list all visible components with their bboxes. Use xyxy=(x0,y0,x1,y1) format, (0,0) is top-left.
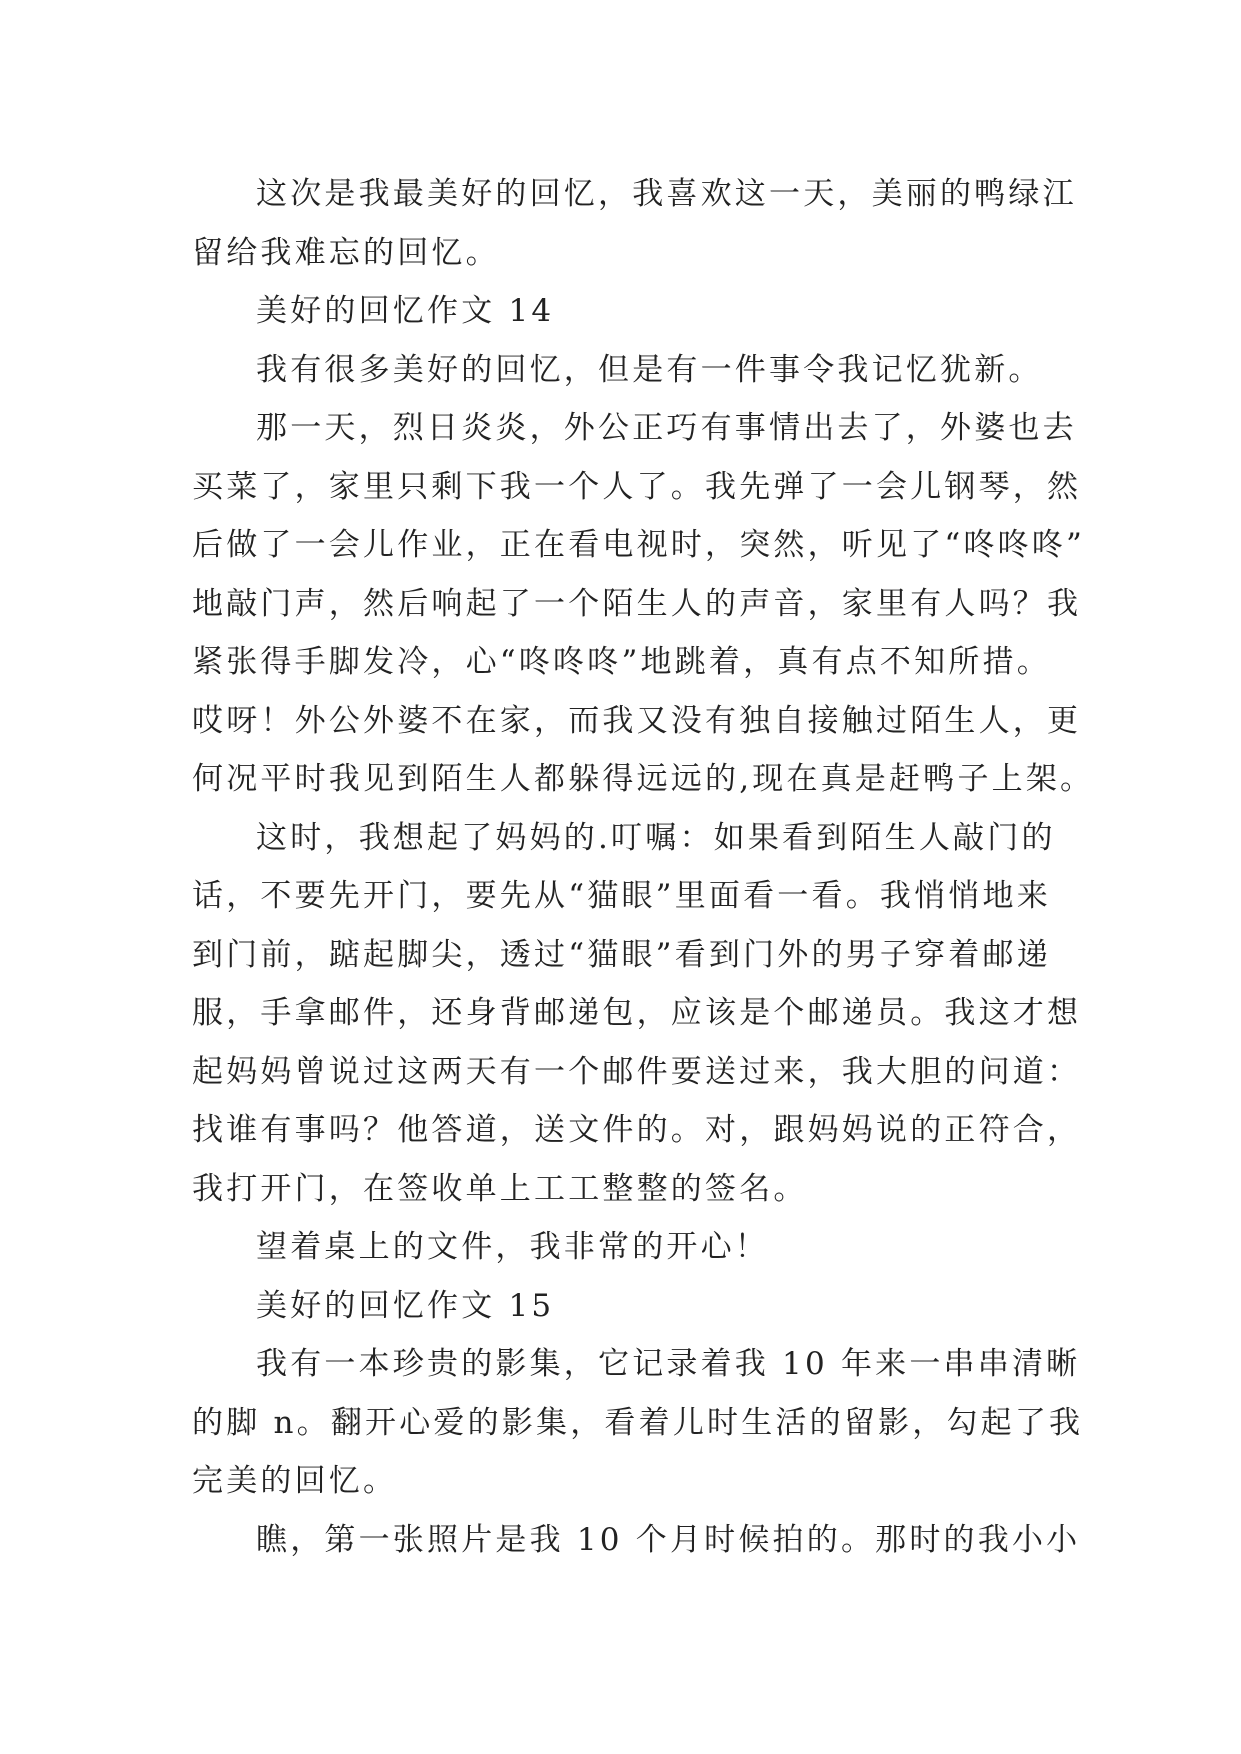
paragraph-line: 这次是我最美好的回忆，我喜欢这一天，美丽的鸭绿江 xyxy=(256,176,1077,212)
paragraph-line: 我有很多美好的回忆，但是有一件事令我记忆犹新。 xyxy=(256,351,1043,388)
paragraph-line: 完美的回忆。 xyxy=(192,1463,398,1499)
paragraph-line: 我有一本珍贵的影集，它记录着我 10 年来一串串清晰 xyxy=(256,1346,1081,1382)
paragraph-line: 到门前，踮起脚尖，透过“猫眼”看到门外的男子穿着邮递 xyxy=(192,936,1051,973)
paragraph-line: 买菜了，家里只剩下我一个人了。我先弹了一会儿钢琴，然 xyxy=(192,468,1082,505)
paragraph-line: 望着桌上的文件，我非常的开心！ xyxy=(256,1229,769,1265)
paragraph-line: 哎呀！外公外婆不在家，而我又没有独自接触过陌生人，更 xyxy=(192,702,1082,739)
paragraph-line: 何况平时我见到陌生人都躲得远远的,现在真是赶鸭子上架。 xyxy=(192,761,1095,797)
paragraph-line: 紧张得手脚发冷，心“咚咚咚”地跳着，真有点不知所措。 xyxy=(192,644,1051,680)
document-page xyxy=(192,165,1095,1569)
paragraph-line: 的脚 n。翻开心爱的影集，看着儿时生活的留影，勾起了我 xyxy=(192,1404,1084,1441)
paragraph-line: 后做了一会儿作业，正在看电视时，突然，听见了“咚咚咚” xyxy=(192,527,1086,563)
paragraph-line: 地敲门声，然后响起了一个陌生人的声音，家里有人吗？我 xyxy=(192,585,1082,622)
paragraph-line: 这时，我想起了妈妈的.叮嘱：如果看到陌生人敲门的 xyxy=(256,819,1056,856)
paragraph-line: 留给我难忘的回忆。 xyxy=(192,234,500,271)
section-heading: 美好的回忆作文 15 xyxy=(256,1287,555,1324)
paragraph-line: 服，手拿邮件，还身背邮递包，应该是个邮递员。我这才想 xyxy=(192,995,1082,1031)
section-heading: 美好的回忆作文 14 xyxy=(256,293,555,329)
paragraph-line: 那一天，烈日炎炎，外公正巧有事情出去了，外婆也去 xyxy=(256,410,1077,446)
paragraph-line: 找谁有事吗？他答道，送文件的。对，跟妈妈说的正符合， xyxy=(192,1112,1082,1148)
paragraph-line: 话，不要先开门，要先从“猫眼”里面看一看。我悄悄地来 xyxy=(192,878,1051,914)
paragraph-line: 瞧，第一张照片是我 10 个月时候拍的。那时的我小小 xyxy=(256,1521,1081,1558)
paragraph-line: 我打开门，在签收单上工工整整的签名。 xyxy=(192,1170,808,1207)
paragraph-line: 起妈妈曾说过这两天有一个邮件要送过来，我大胆的问道： xyxy=(192,1053,1082,1090)
